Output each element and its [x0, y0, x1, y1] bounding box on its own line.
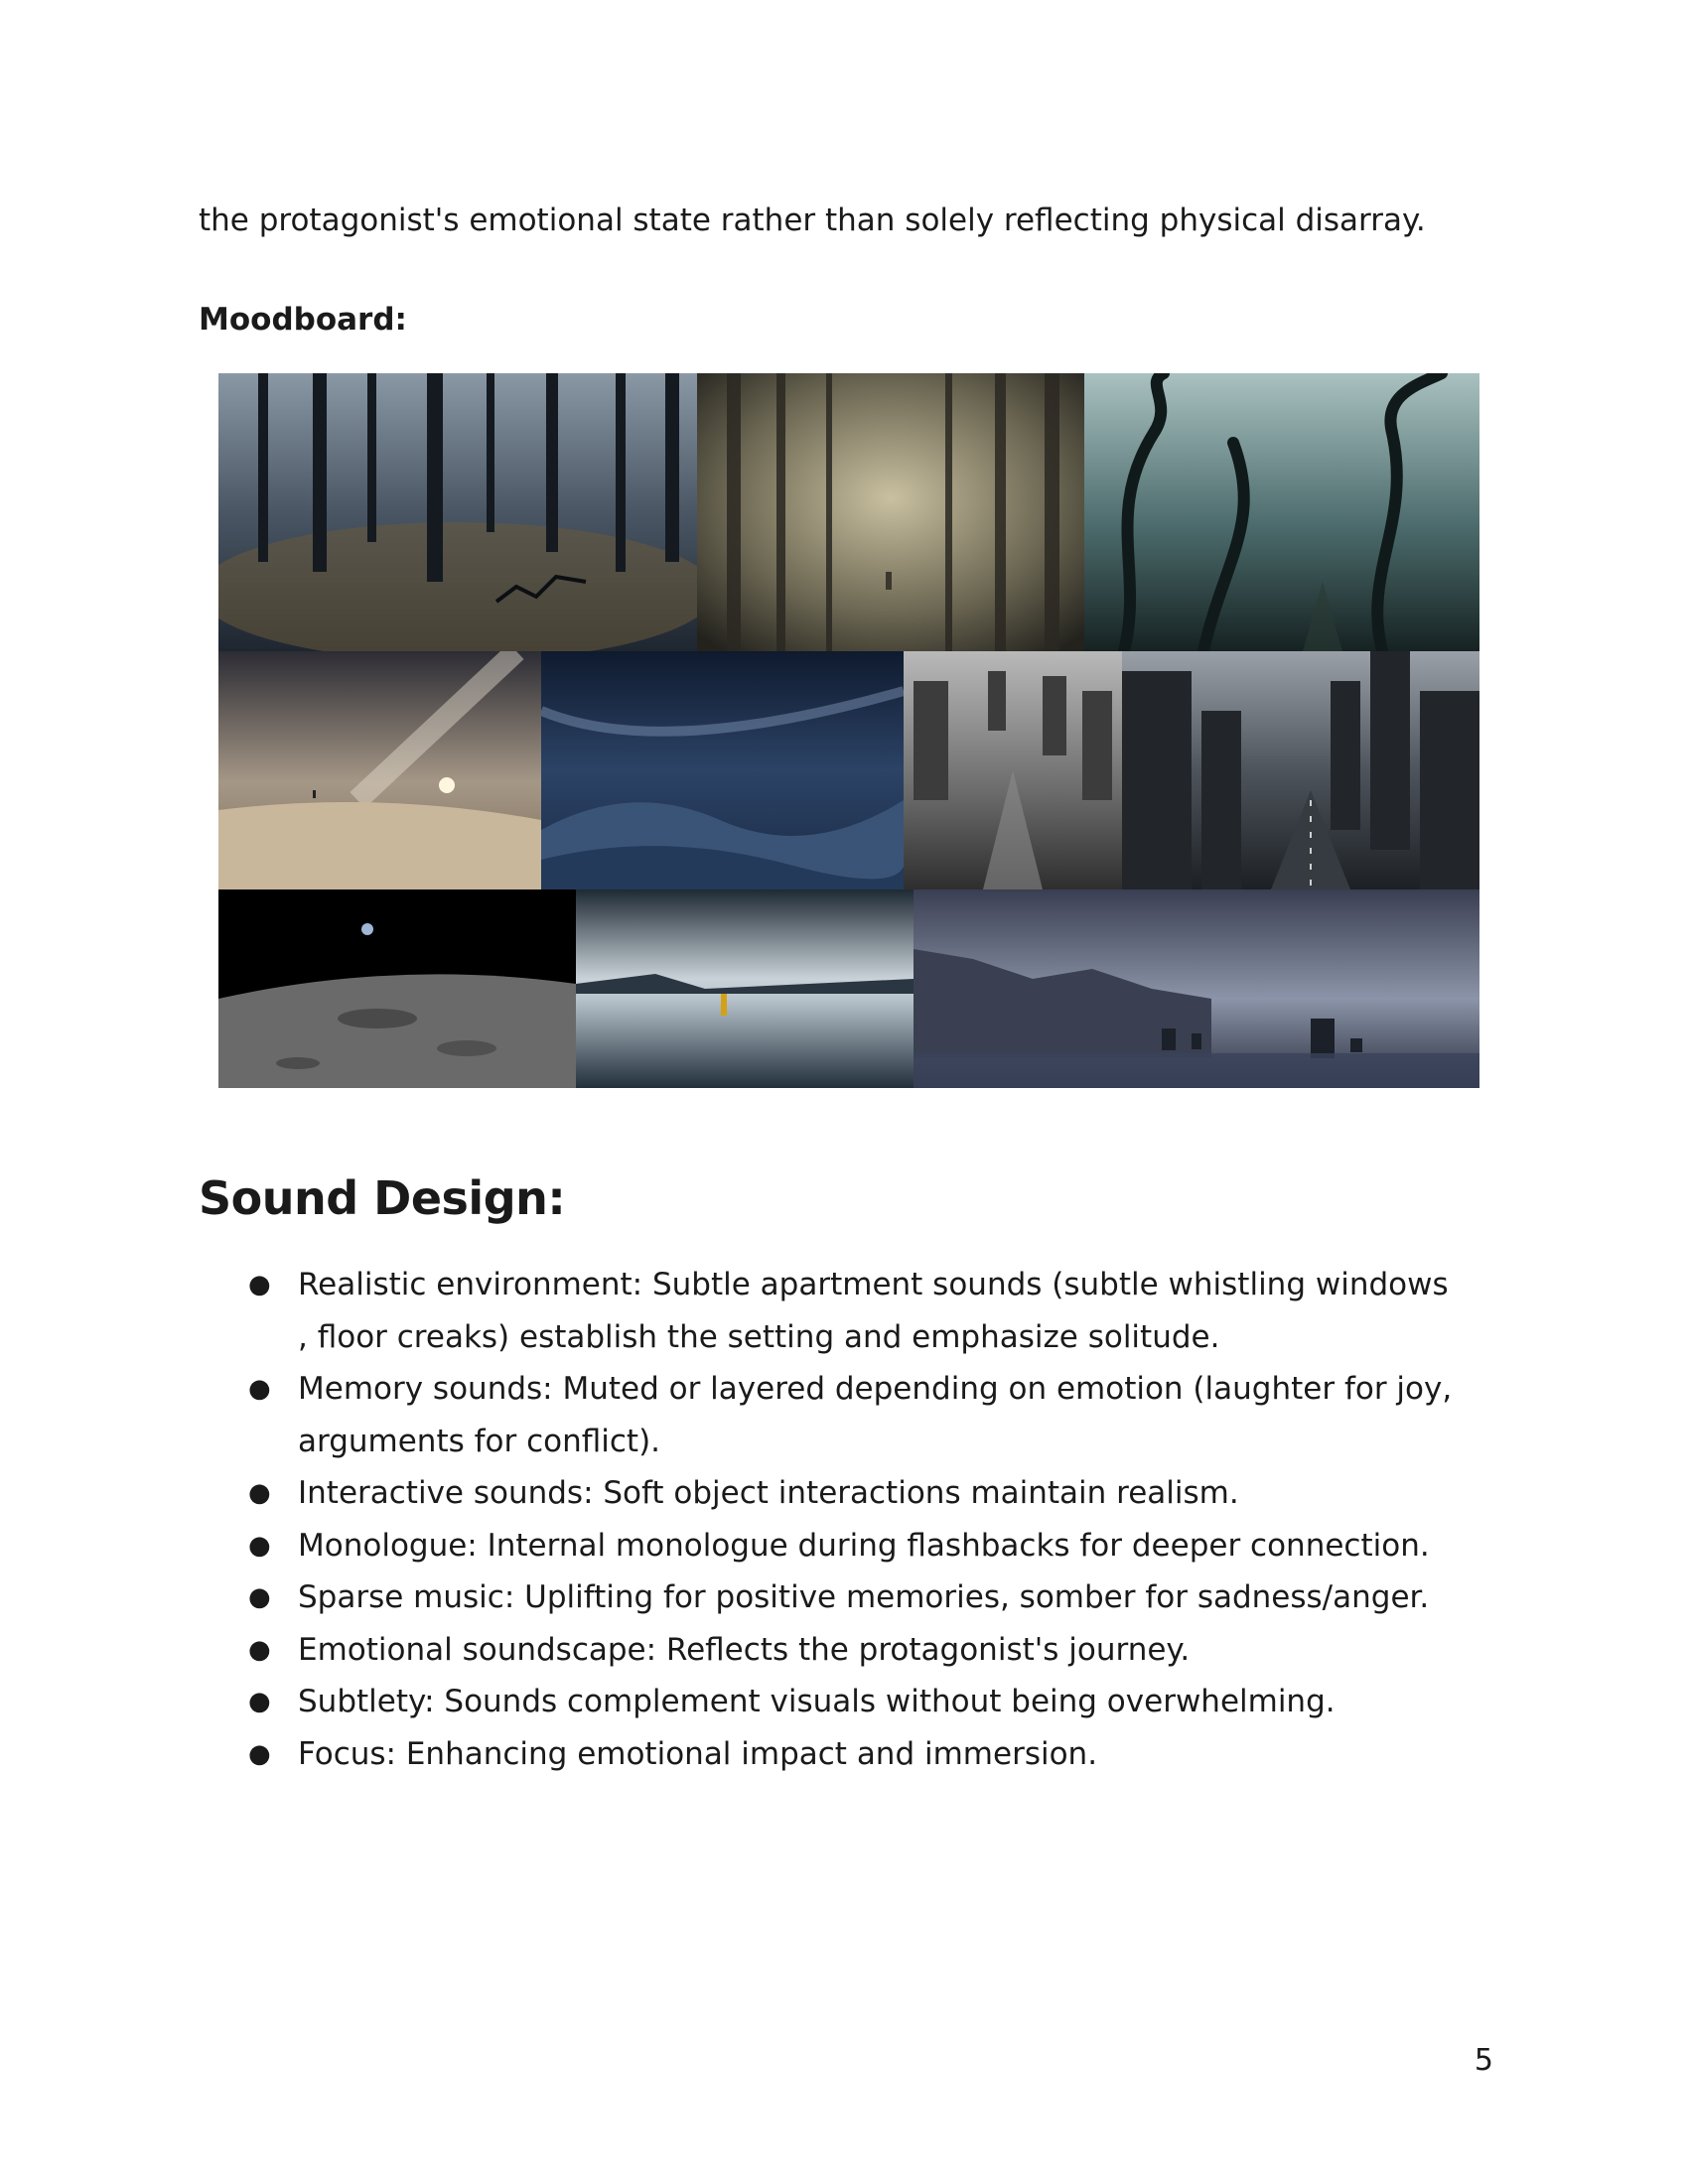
ruined-city-fog-image: [904, 651, 1122, 889]
desert-milky-way-image: [218, 651, 541, 889]
list-item: [248, 1520, 1460, 1572]
foggy-forest-figure-image: [697, 373, 1084, 651]
bullet-icon: ●: [248, 1270, 271, 1299]
teal-twisted-forest-image: [1084, 373, 1479, 651]
list-item-text: Monologue: Internal monologue during flashbacks for deeper connection.: [298, 1527, 1430, 1564]
reflective-lake-figure-image: [576, 889, 914, 1088]
list-item: [248, 1363, 1460, 1467]
list-item: [248, 1467, 1460, 1520]
list-item-text: Interactive sounds: Soft object interactions maintain realism.: [298, 1475, 1239, 1511]
list-item-text: Realistic environment: Subtle apartment sounds (subtle whistling windows , floor creaks) establish the setting and emphasize solitude.: [298, 1267, 1449, 1355]
stormy-coast-rocks-image: [914, 889, 1479, 1088]
list-item-text: Focus: Enhancing emotional impact and immersion.: [298, 1735, 1098, 1772]
abandoned-city-street-image: [1122, 651, 1479, 889]
bullet-icon: ●: [248, 1634, 271, 1665]
bullet-icon: ●: [248, 1738, 271, 1769]
list-item-text: Emotional soundscape: Reflects the protagonist's journey.: [298, 1631, 1191, 1668]
intro-paragraph: the protagonist's emotional state rather than solely reflecting physical disarray.: [199, 203, 1426, 238]
night-dunes-image: [541, 651, 904, 889]
list-item: [248, 1676, 1460, 1728]
page-number: 5: [1474, 2043, 1493, 2078]
moodboard-collage: [218, 373, 1479, 1088]
list-item-text: Memory sounds: Muted or layered depending on emotion (laughter for joy, arguments for conflict).: [298, 1371, 1453, 1459]
bullet-icon: ●: [248, 1582, 271, 1612]
bullet-icon: ●: [248, 1530, 271, 1561]
list-item: [248, 1571, 1460, 1624]
sound-design-list: [248, 1259, 1460, 1780]
bullet-icon: ●: [248, 1687, 271, 1716]
misty-forest-fence-image: [218, 373, 697, 651]
sound-design-heading: Sound Design:: [199, 1171, 566, 1225]
bullet-icon: ●: [248, 1374, 271, 1404]
list-item: [248, 1259, 1460, 1363]
list-item: [248, 1624, 1460, 1677]
moodboard-label: Moodboard:: [199, 302, 407, 338]
bullet-icon: ●: [248, 1478, 271, 1508]
list-item-text: Subtlety: Sounds complement visuals without being overwhelming.: [298, 1684, 1336, 1719]
list-item: [248, 1728, 1460, 1781]
list-item-text: Sparse music: Uplifting for positive memories, somber for sadness/anger.: [298, 1579, 1430, 1615]
moon-surface-earth-image: [218, 889, 576, 1088]
